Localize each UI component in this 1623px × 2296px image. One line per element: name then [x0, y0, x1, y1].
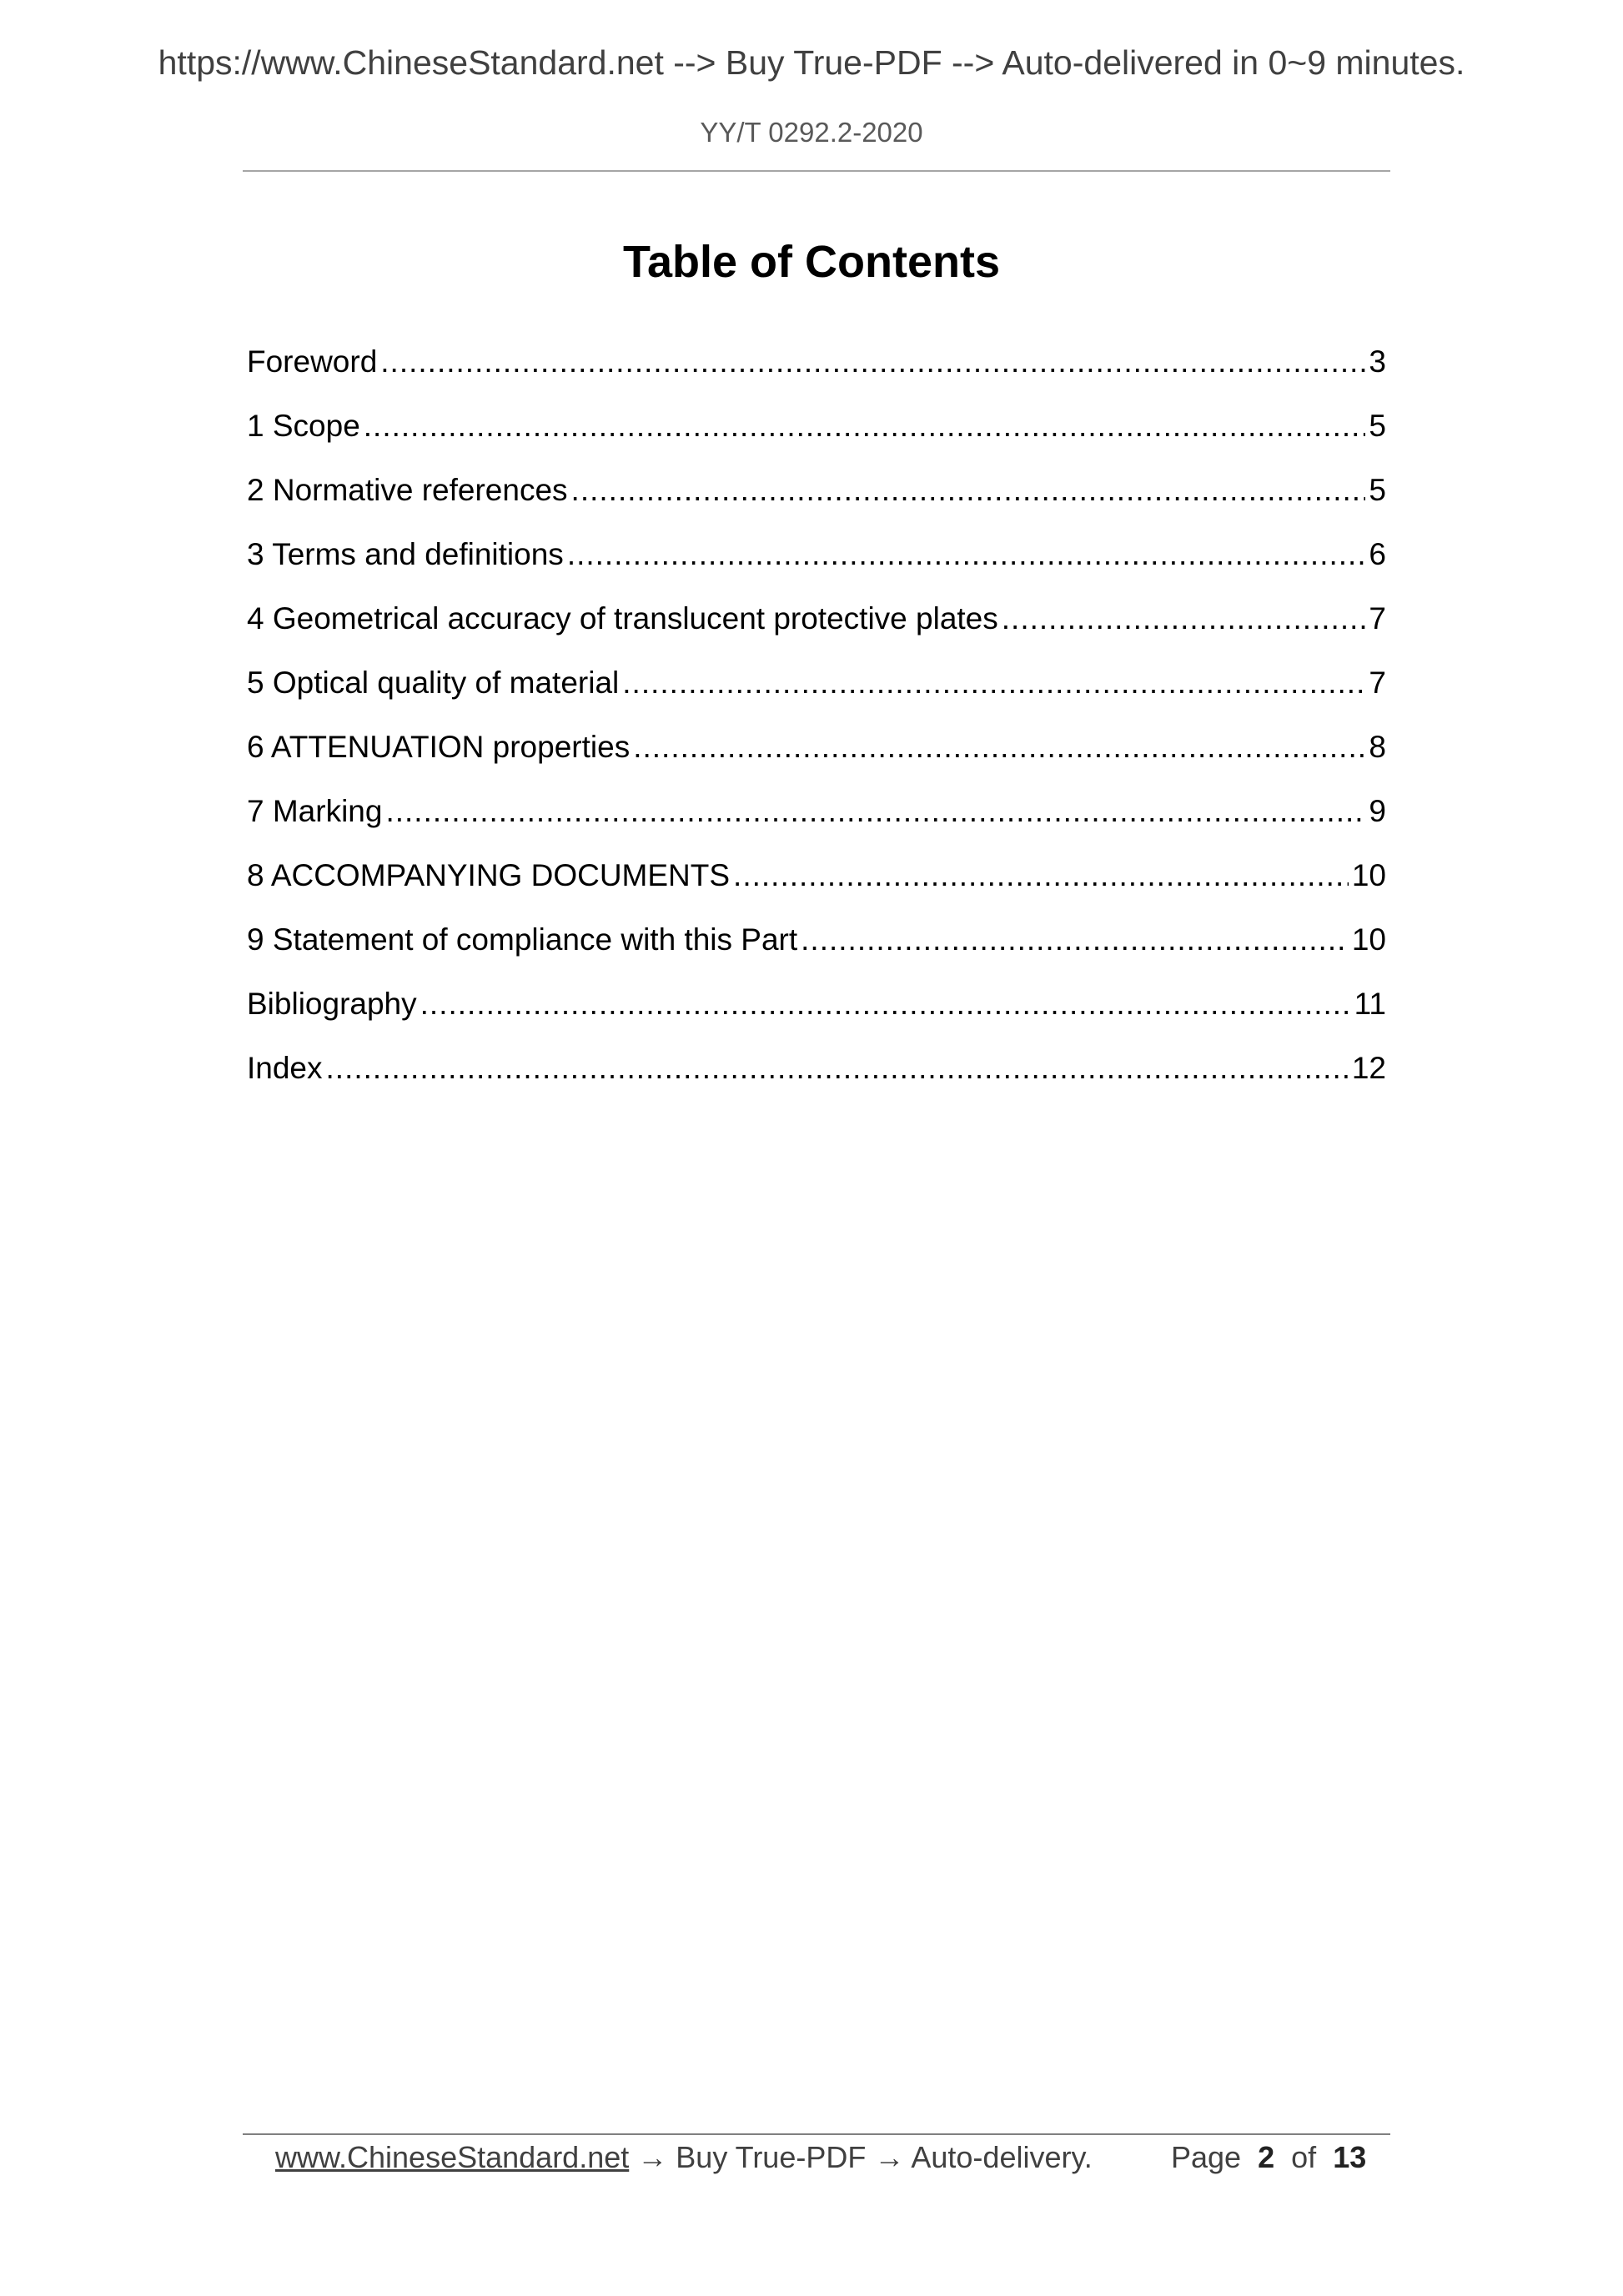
- footer-delivery-text: Auto-delivery.: [911, 2140, 1093, 2174]
- toc-entry-page: 10: [1351, 858, 1386, 892]
- document-code: YY/T 0292.2-2020: [700, 117, 923, 148]
- toc-entry-optical-quality[interactable]: [247, 658, 1386, 722]
- toc-entry-geometrical-accuracy[interactable]: [247, 594, 1386, 658]
- dot-leader: [326, 1043, 1349, 1093]
- toc-entry-title: Index: [247, 1051, 323, 1085]
- toc-list: [247, 337, 1386, 1108]
- toc-entry-title: Bibliography: [247, 987, 417, 1021]
- dot-leader: [385, 786, 1365, 837]
- dot-leader: [567, 530, 1366, 580]
- dot-leader: [801, 915, 1349, 965]
- dot-leader: [622, 658, 1365, 708]
- dot-leader: [420, 979, 1351, 1029]
- toc-entry-normative-references[interactable]: [247, 465, 1386, 530]
- arrow-right-icon: →: [874, 2140, 905, 2174]
- page-footer: [275, 2138, 1376, 2178]
- toc-entry-bibliography[interactable]: [247, 979, 1386, 1043]
- toc-entry-index[interactable]: [247, 1043, 1386, 1108]
- header-divider: [243, 170, 1390, 172]
- toc-entry-accompanying-documents[interactable]: [247, 851, 1386, 915]
- toc-entry-page: 9: [1369, 794, 1386, 828]
- toc-entry-marking[interactable]: [247, 786, 1386, 851]
- toc-entry-page: 5: [1369, 473, 1386, 507]
- footer-promo: [275, 2138, 1093, 2178]
- page-indicator: [1171, 2138, 1366, 2178]
- toc-entry-page: 6: [1369, 537, 1386, 571]
- toc-entry-title: 4 Geometrical accuracy of translucent protective plates: [247, 601, 998, 636]
- page-label: Page: [1171, 2140, 1242, 2174]
- footer-divider: [243, 2133, 1390, 2135]
- toc-entry-foreword[interactable]: [247, 337, 1386, 401]
- toc-entry-page: 7: [1369, 666, 1386, 700]
- toc-entry-page: 3: [1369, 344, 1386, 379]
- page-current: 2: [1258, 2140, 1275, 2174]
- toc-entry-statement-of-compliance[interactable]: [247, 915, 1386, 979]
- toc-entry-page: 12: [1351, 1051, 1386, 1085]
- dot-leader: [1002, 594, 1366, 644]
- toc-entry-title: 1 Scope: [247, 409, 360, 443]
- toc-title: Table of Contents: [623, 237, 1000, 287]
- footer-site-link[interactable]: www.ChineseStandard.net: [275, 2140, 630, 2174]
- toc-entry-title: 7 Marking: [247, 794, 383, 828]
- toc-entry-terms-and-definitions[interactable]: [247, 530, 1386, 594]
- toc-entry-title: Foreword: [247, 344, 378, 379]
- page-total: 13: [1333, 2140, 1367, 2174]
- arrow-right-icon: →: [637, 2140, 668, 2174]
- toc-entry-page: 5: [1369, 409, 1386, 443]
- dot-leader: [733, 851, 1349, 901]
- toc-entry-title: 6 ATTENUATION properties: [247, 730, 631, 764]
- dot-leader: [571, 465, 1366, 515]
- toc-entry-scope[interactable]: [247, 401, 1386, 465]
- toc-entry-page: 7: [1369, 601, 1386, 636]
- toc-entry-title: 5 Optical quality of material: [247, 666, 620, 700]
- dot-leader: [380, 337, 1365, 387]
- top-banner: https://www.ChineseStandard.net --> Buy True-PDF --> Auto-delivered in 0~9 minutes.: [158, 43, 1465, 82]
- toc-entry-page: 10: [1351, 922, 1386, 957]
- toc-entry-title: 3 Terms and definitions: [247, 537, 564, 571]
- page-of-label: of: [1291, 2140, 1317, 2174]
- toc-entry-attenuation-properties[interactable]: [247, 722, 1386, 786]
- toc-entry-title: 8 ACCOMPANYING DOCUMENTS: [247, 858, 731, 892]
- footer-buy-text: Buy True-PDF: [676, 2140, 867, 2174]
- toc-entry-title: 9 Statement of compliance with this Part: [247, 922, 798, 957]
- toc-entry-page: 8: [1369, 730, 1386, 764]
- dot-leader: [364, 401, 1366, 451]
- toc-entry-title: 2 Normative references: [247, 473, 568, 507]
- dot-leader: [633, 722, 1365, 772]
- toc-entry-page: 11: [1354, 987, 1386, 1021]
